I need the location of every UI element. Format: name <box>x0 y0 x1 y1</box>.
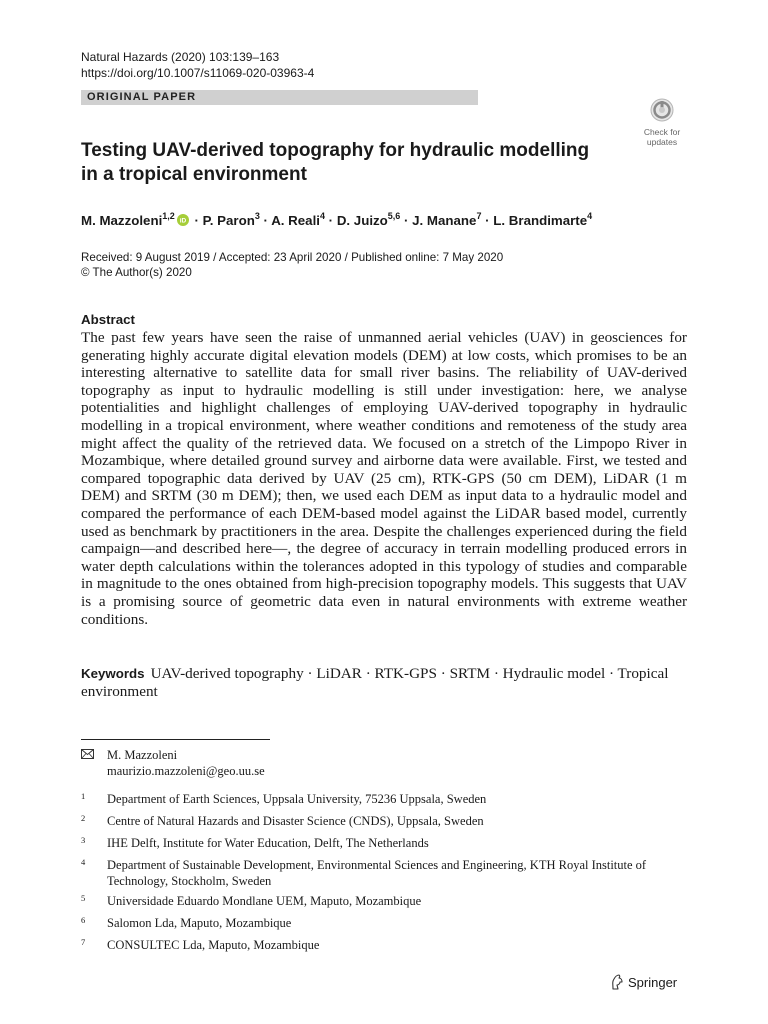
author-affiliation: 1,2 <box>162 211 175 221</box>
affiliation-number: 2 <box>81 813 86 823</box>
title-line-1: Testing UAV-derived topography for hydraulic modelling <box>81 140 590 161</box>
affiliation-item <box>81 915 681 931</box>
affiliation-text: Department of Sustainable Development, Environmental Sciences and Engineering, KTH Royal Institute of Technology, Stockholm, Sweden <box>107 858 647 888</box>
affiliation-item <box>81 893 681 909</box>
author-name[interactable]: J. Manane <box>412 213 477 228</box>
author-affiliation: 7 <box>476 211 482 221</box>
abstract-heading: Abstract <box>81 312 135 327</box>
affiliation-item <box>81 791 681 807</box>
author-affiliation: 4 <box>587 211 593 221</box>
keywords-text: UAV-derived topography · LiDAR · RTK-GPS · SRTM · Hydraulic model · Tropical environment <box>81 665 669 700</box>
author-name[interactable]: M. Mazzoleni <box>81 213 163 228</box>
journal-header <box>81 49 314 81</box>
author-affiliation: 3 <box>254 211 260 221</box>
doi-link[interactable]: https://doi.org/10.1007/s11069-020-03963-4 <box>81 66 315 80</box>
author-separator: · <box>324 213 337 228</box>
author-name[interactable]: A. Reali <box>271 213 320 228</box>
affiliation-item <box>81 937 681 953</box>
affiliation-text: Centre of Natural Hazards and Disaster Science (CNDS), Uppsala, Sweden <box>107 814 484 828</box>
affiliation-number: 3 <box>81 835 86 845</box>
envelope-icon <box>81 749 94 759</box>
corresponding-author-name: M. Mazzoleni <box>107 748 178 762</box>
check-for-updates-badge[interactable] <box>636 98 688 147</box>
affiliation-number: 4 <box>81 857 86 867</box>
affiliation-number: 1 <box>81 791 86 801</box>
journal-citation: Natural Hazards (2020) 103:139–163 <box>81 50 280 64</box>
affiliation-text: CONSULTEC Lda, Maputo, Mozambique <box>107 938 320 952</box>
author-name[interactable]: P. Paron <box>202 213 255 228</box>
dates-line: Received: 9 August 2019 / Accepted: 23 April 2020 / Published online: 7 May 2020 <box>81 251 504 264</box>
affiliation-text: Salomon Lda, Maputo, Mozambique <box>107 916 292 930</box>
affiliation-item <box>81 835 681 851</box>
check-updates-line1: Check for <box>643 127 681 137</box>
section-label: ORIGINAL PAPER <box>81 90 478 105</box>
author-affiliation: 4 <box>319 211 325 221</box>
publisher-name: Springer <box>628 975 678 990</box>
author-list <box>81 207 721 230</box>
keywords <box>81 665 687 701</box>
abstract-text: The past few years have seen the raise of unmanned aerial vehicles (UAV) in geosciences for generating highly accurate digital elevation models (DEM) at low costs, which promises to be an interesting alternative to satellite data for small river basins. The reliability of UAV-derived topography as input to hydraulic modelling is still under investigation: here, we analyse potentialities and highlight challenges of employing UAV-derived topography in hydraulic modelling in a tropical environment, where weather conditions and remoteness of the study area might affect the quality of the retrieved data. We focused on a stretch of the Limpopo River in Mozambique, where detailed ground survey and airborne data were available. First, we tested and compared topographic data derived by UAV (25 cm), RTK-GPS (50 cm DEM), LiDAR (1 m DEM) and SRTM (30 m DEM); then, we used each DEM as input data to a hydraulic model and compared the performance of each DEM-based model against the LiDAR based model, currently used as benchmark by practitioners in the area. Despite the challenges experienced during the field campaign—and described here—, the degree of accuracy in terrain modelling produced errors in water depth calculations within the tolerances adopted in this typology of studies and comparable in magnitude to the ones obtained from high-precision topography models. This suggests that UAV is a promising source of geometric data even in natural environments with extreme weather conditions. <box>81 329 687 628</box>
publication-dates <box>81 250 503 280</box>
title-line-2: in a tropical environment <box>81 164 307 185</box>
publisher-logo <box>610 974 677 992</box>
footnote-divider <box>81 739 270 740</box>
copyright-line: © The Author(s) 2020 <box>81 266 192 279</box>
affiliation-number: 7 <box>81 937 86 947</box>
affiliation-number: 5 <box>81 893 86 903</box>
author-name[interactable]: L. Brandimarte <box>493 213 588 228</box>
keywords-label: Keywords <box>81 666 145 681</box>
affiliation-item <box>81 857 681 889</box>
affiliation-text: IHE Delft, Institute for Water Education, Delft, The Netherlands <box>107 836 429 850</box>
orcid-icon[interactable] <box>177 214 189 226</box>
author-name[interactable]: D. Juizo <box>336 213 388 228</box>
springer-horse-icon <box>610 974 624 990</box>
paper-title <box>81 139 641 187</box>
author-separator: · <box>259 213 272 228</box>
affiliation-text: Universidade Eduardo Mondlane UEM, Maputo, Mozambique <box>107 894 422 908</box>
affiliation-item <box>81 813 681 829</box>
author-separator: · <box>481 213 494 228</box>
corresponding-author-email[interactable]: maurizio.mazzoleni@geo.uu.se <box>107 764 265 778</box>
check-updates-icon <box>650 98 674 122</box>
affiliation-number: 6 <box>81 915 86 925</box>
svg-text:iD: iD <box>179 217 187 225</box>
author-separator: · <box>400 213 413 228</box>
author-separator: · <box>190 213 203 228</box>
author-affiliation: 5,6 <box>387 211 401 221</box>
check-updates-line2: updates <box>646 137 678 147</box>
affiliation-text: Department of Earth Sciences, Uppsala University, 75236 Uppsala, Sweden <box>107 792 487 806</box>
